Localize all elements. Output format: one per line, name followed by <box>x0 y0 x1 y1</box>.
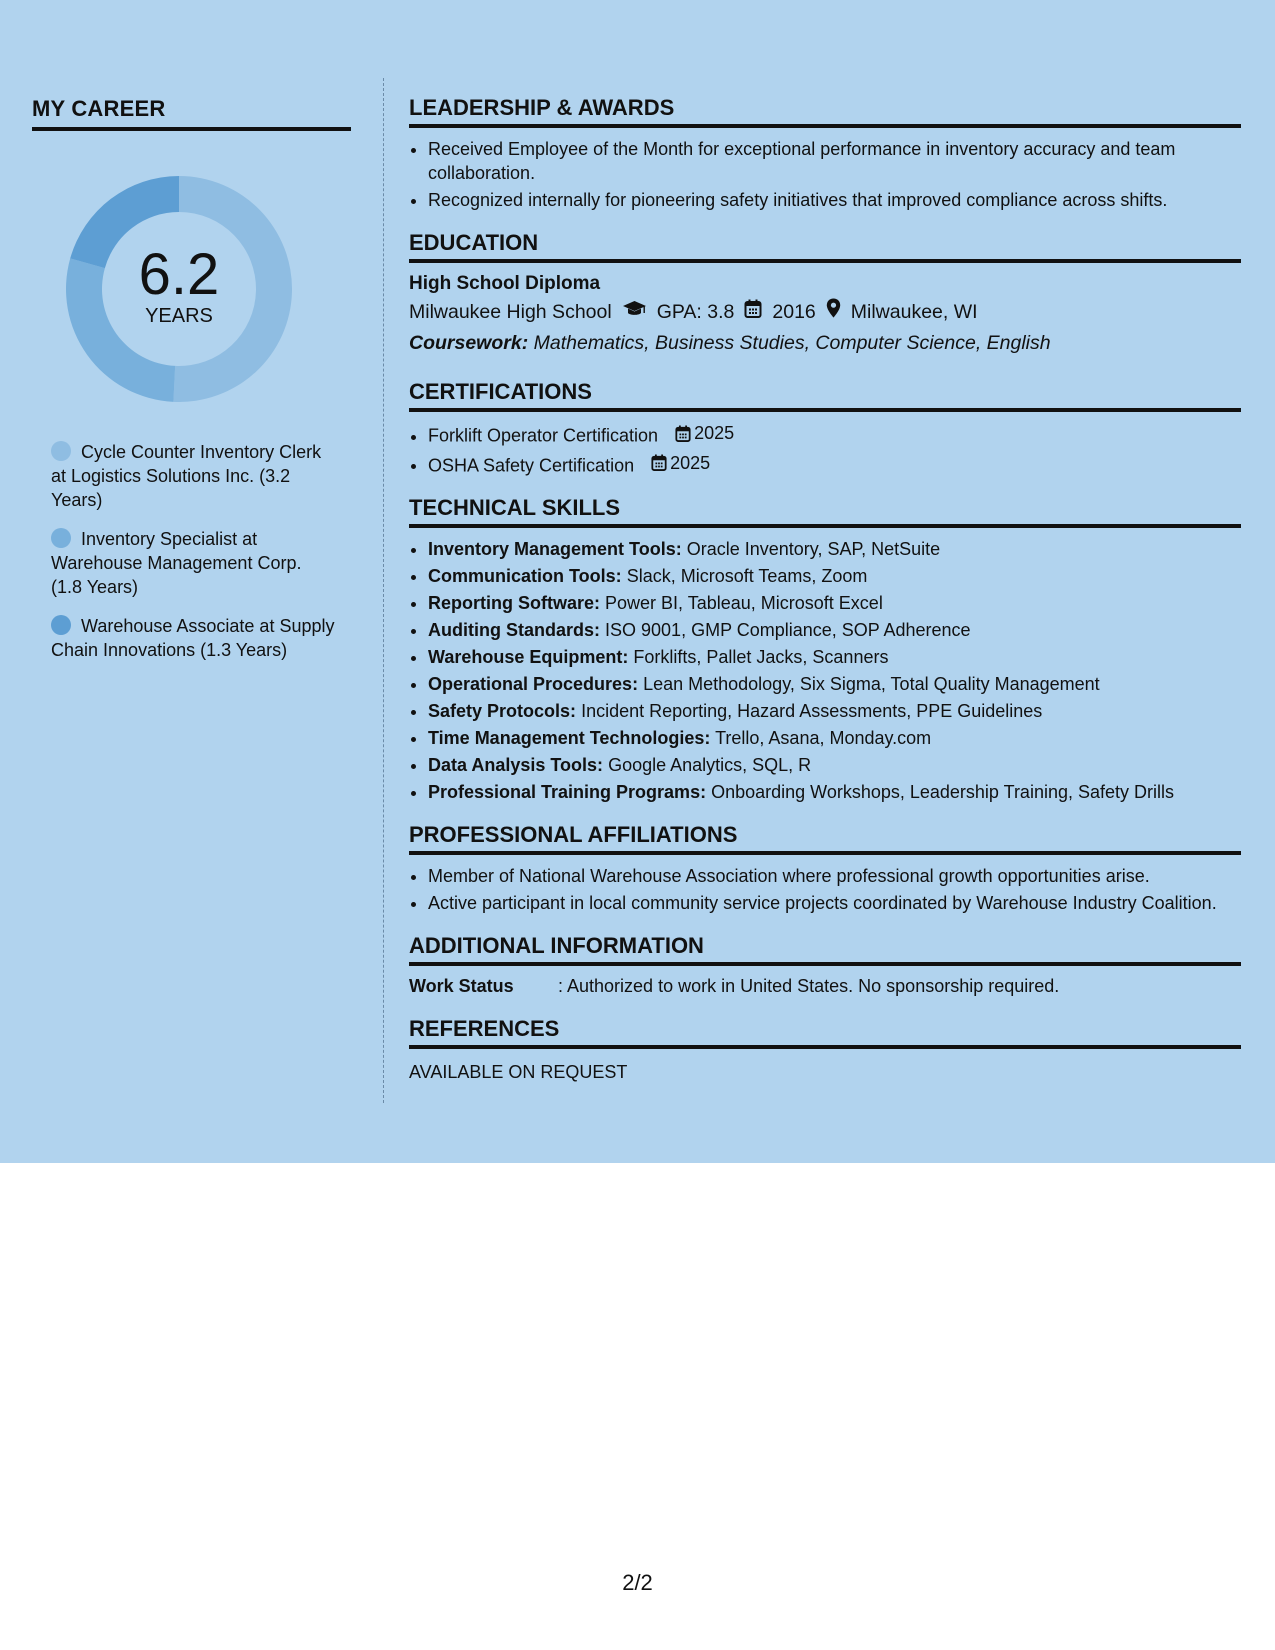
skill-item <box>428 753 1241 777</box>
total-years-unit: YEARS <box>145 305 213 327</box>
certification-year: 2025 <box>670 452 711 473</box>
education-heading: EDUCATION <box>409 230 1241 263</box>
graduation-year: 2016 <box>772 301 816 323</box>
legend-item <box>51 440 336 512</box>
education-section <box>409 230 1241 359</box>
skills-section <box>409 495 1241 804</box>
skill-value: Incident Reporting, Hazard Assessments, PPE Guidelines <box>581 701 1043 721</box>
graduation-cap-icon <box>622 297 647 327</box>
career-donut-chart <box>66 176 292 402</box>
skill-item <box>428 618 1241 642</box>
certification-name: Forklift Operator Certification <box>428 425 659 446</box>
skill-label: Data Analysis Tools: <box>428 755 604 775</box>
legend-dot <box>51 441 71 461</box>
work-status-row <box>409 974 1241 998</box>
work-status-label: Work Status <box>409 976 514 996</box>
legend-label: Cycle Counter Inventory Clerk at Logistics Solutions Inc. (3.2 Years) <box>51 442 322 510</box>
certification-year: 2025 <box>694 423 735 443</box>
skill-label: Professional Training Programs: <box>428 782 707 802</box>
certifications-list <box>409 421 1241 477</box>
skill-item <box>428 645 1241 669</box>
additional-info-section <box>409 933 1241 998</box>
certification-name: OSHA Safety Certification <box>428 455 635 475</box>
skill-label: Safety Protocols: <box>428 701 577 721</box>
calendar-icon <box>651 454 667 471</box>
column-divider <box>383 78 384 1103</box>
skill-item <box>428 699 1241 723</box>
coursework <box>409 327 1241 359</box>
list-item: • Received Employee of the Month for exceptional performance in inventory accuracy and team collaboration. <box>428 137 1241 185</box>
certifications-heading: CERTIFICATIONS <box>409 379 1241 412</box>
work-status-value: : Authorized to work in United States. No sponsorship required. <box>558 976 1060 996</box>
donut-center <box>66 176 292 402</box>
skill-label: Auditing Standards: <box>428 620 600 640</box>
school-name: Milwaukee High School <box>409 301 612 323</box>
left-column <box>32 96 351 677</box>
coursework-label: Coursework: <box>409 332 529 354</box>
education-details <box>409 297 1241 327</box>
list-item: • Active participant in local community service projects coordinated by Warehouse Industry Coalition. <box>428 891 1241 915</box>
skill-value: Power BI, Tableau, Microsoft Excel <box>605 593 883 613</box>
affiliations-section <box>409 822 1241 915</box>
skill-item <box>428 591 1241 615</box>
certification-item <box>428 451 1241 478</box>
legend-label: Inventory Specialist at Warehouse Management Corp. (1.8 Years) <box>51 529 302 597</box>
legend-label: Warehouse Associate at Supply Chain Innovations (1.3 Years) <box>51 616 335 660</box>
list-item: • Recognized internally for pioneering safety initiatives that improved compliance across shifts. <box>428 188 1241 212</box>
skill-value: Oracle Inventory, SAP, NetSuite <box>686 539 941 559</box>
certification-item <box>428 421 1241 448</box>
skill-label: Inventory Management Tools: <box>428 539 682 559</box>
location-pin-icon <box>826 297 841 327</box>
leadership-section <box>409 95 1241 212</box>
skill-value: Slack, Microsoft Teams, Zoom <box>626 566 868 586</box>
skill-item <box>428 726 1241 750</box>
career-legend <box>51 440 336 662</box>
legend-item <box>51 527 336 599</box>
coursework-list: Mathematics, Business Studies, Computer Science, English <box>533 332 1051 354</box>
skill-label: Warehouse Equipment: <box>428 647 629 667</box>
total-years-value: 6.2 <box>138 242 220 307</box>
references-heading: REFERENCES <box>409 1016 1241 1049</box>
legend-dot <box>51 528 71 548</box>
school-location: Milwaukee, WI <box>850 301 978 323</box>
skill-item <box>428 672 1241 696</box>
calendar-icon <box>744 297 762 327</box>
skill-item <box>428 780 1241 804</box>
skill-item <box>428 537 1241 561</box>
career-heading: MY CAREER <box>32 96 351 131</box>
skill-value: Forklifts, Pallet Jacks, Scanners <box>633 647 889 667</box>
skill-label: Operational Procedures: <box>428 674 639 694</box>
skill-value: Trello, Asana, Monday.com <box>715 728 932 748</box>
calendar-icon <box>675 425 691 442</box>
leadership-heading: LEADERSHIP & AWARDS <box>409 95 1241 128</box>
page-number: 2/2 <box>622 1570 653 1595</box>
skill-value: ISO 9001, GMP Compliance, SOP Adherence <box>605 620 971 640</box>
leadership-list <box>409 137 1241 212</box>
right-column <box>409 95 1241 1102</box>
references-section <box>409 1016 1241 1084</box>
affiliations-heading: PROFESSIONAL AFFILIATIONS <box>409 822 1241 855</box>
skill-label: Time Management Technologies: <box>428 728 711 748</box>
affiliations-list <box>409 864 1241 915</box>
skill-value: Google Analytics, SQL, R <box>608 755 812 775</box>
skill-item <box>428 564 1241 588</box>
references-text: AVAILABLE ON REQUEST <box>409 1062 628 1082</box>
legend-item <box>51 614 336 662</box>
skill-value: Lean Methodology, Six Sigma, Total Quality Management <box>643 674 1100 694</box>
degree-title: High School Diploma <box>409 273 601 294</box>
skill-label: Reporting Software: <box>428 593 601 613</box>
additional-info-heading: ADDITIONAL INFORMATION <box>409 933 1241 966</box>
skill-label: Communication Tools: <box>428 566 622 586</box>
list-item: • Member of National Warehouse Association where professional growth opportunities arise. <box>428 864 1241 888</box>
skills-heading: TECHNICAL SKILLS <box>409 495 1241 528</box>
gpa-value: GPA: 3.8 <box>656 301 735 323</box>
certifications-section <box>409 379 1241 477</box>
legend-dot <box>51 615 71 635</box>
skills-list <box>409 537 1241 804</box>
skill-value: Onboarding Workshops, Leadership Training, Safety Drills <box>711 782 1174 802</box>
